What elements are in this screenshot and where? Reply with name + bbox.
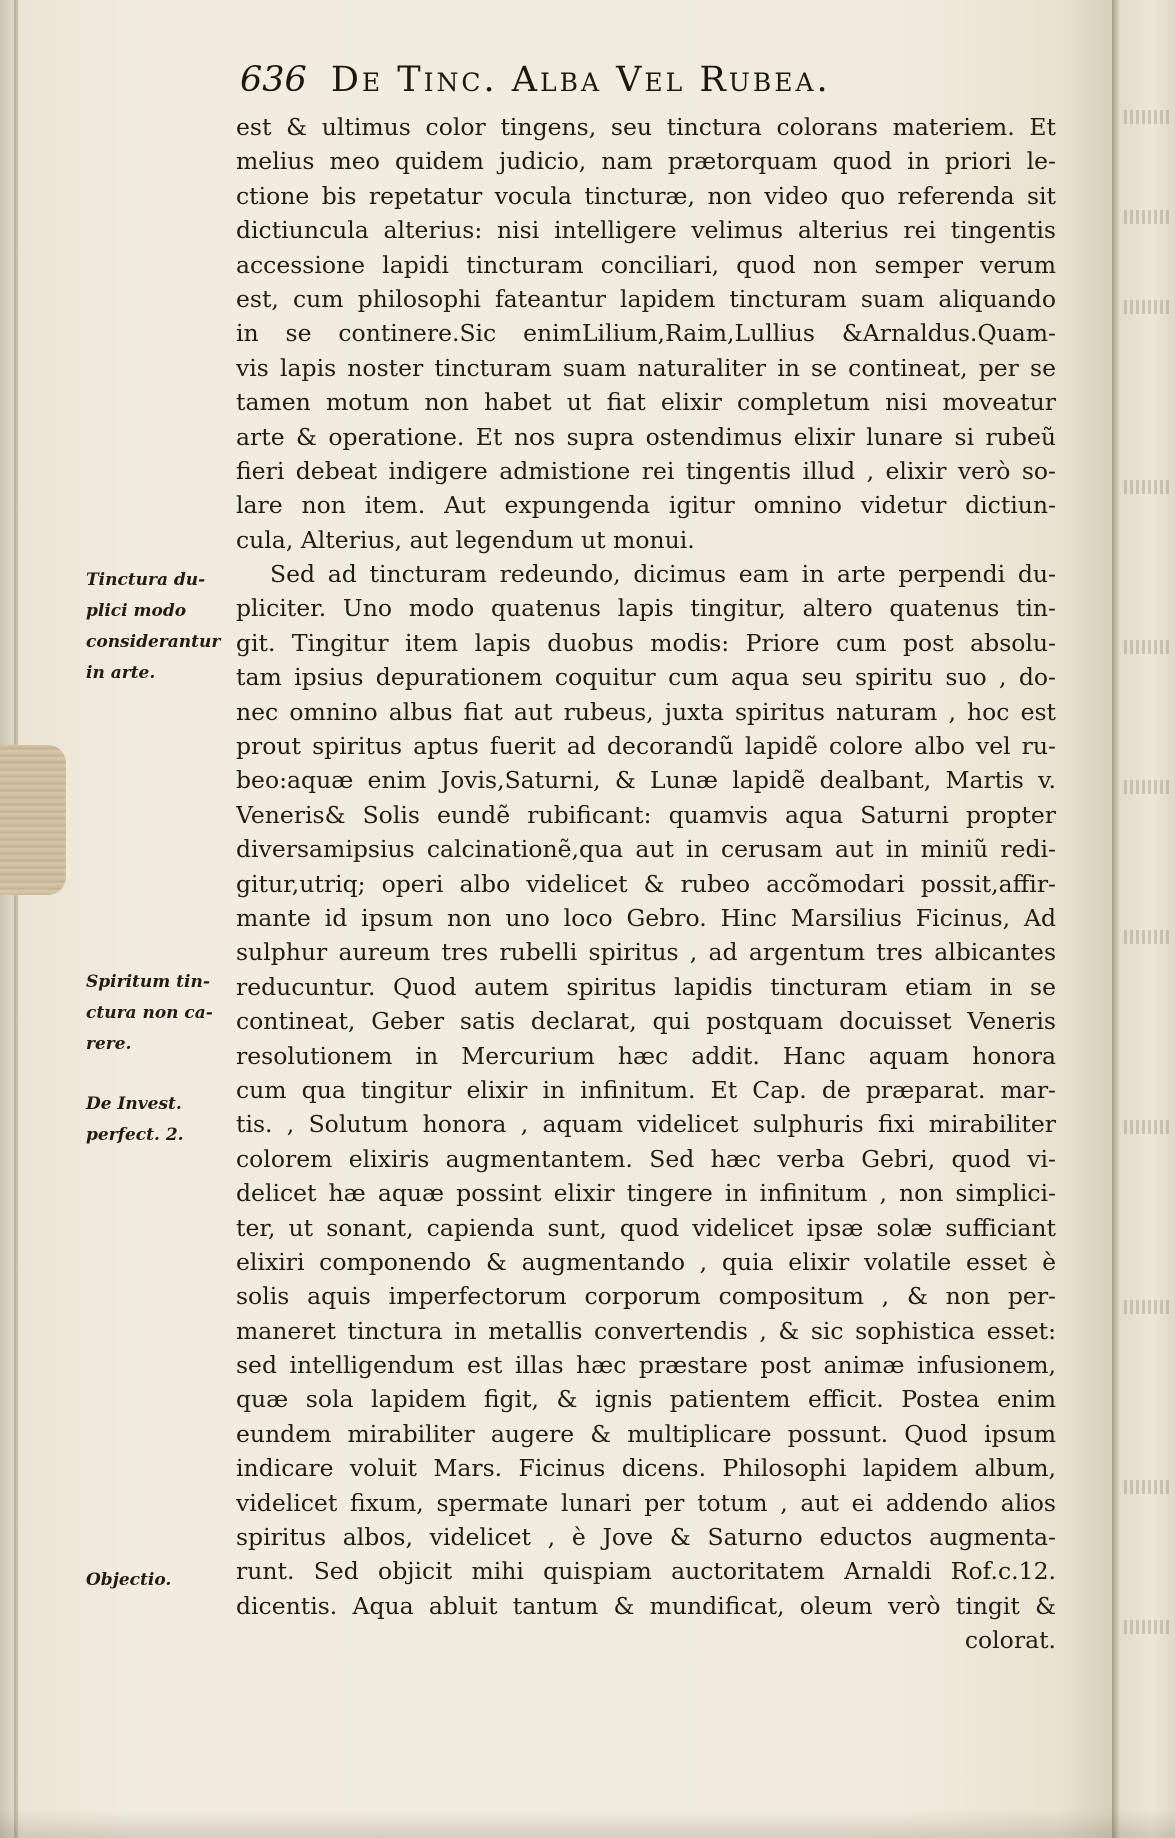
text-line: diversamipsius calcinationẽ,qua aut in cerusam aut in miniũ redi- bbox=[236, 835, 1056, 864]
text-line: elixiri componendo & augmentando , quia elixir volatile esset è bbox=[236, 1247, 1056, 1276]
margin-note-line: Tinctura du- bbox=[86, 570, 206, 590]
text-line: cum qua tingitur elixir in infinitum. Et Cap. de præparat. mar- bbox=[236, 1075, 1056, 1104]
margin-note-line: plici modo bbox=[86, 601, 187, 621]
text-line: accessione lapidi tincturam conciliari, quod non semper verum bbox=[236, 250, 1056, 279]
text-line: cula, Alterius, aut legendum ut monui. bbox=[236, 525, 695, 554]
binding-gutter bbox=[14, 0, 18, 1838]
bleed-through-text bbox=[1124, 110, 1172, 124]
text-line: reducuntur. Quod autem spiritus lapidis tincturam etiam in se bbox=[236, 972, 1056, 1001]
running-title: De Tinc. Alba Vel Rubea. bbox=[330, 60, 831, 100]
text-line: delicet hæ aquæ possint elixir tingere in infinitum , non simplici- bbox=[236, 1179, 1056, 1208]
text-line: runt. Sed objicit mihi quispiam auctoritatem Arnaldi Rof.c.12. bbox=[236, 1557, 1056, 1586]
bleed-through-text bbox=[1124, 1120, 1172, 1134]
margin-note-line: Objectio. bbox=[86, 1570, 172, 1590]
bleed-through-text bbox=[1124, 480, 1172, 494]
text-line: est, cum philosophi fateantur lapidem tincturam suam aliquando bbox=[236, 284, 1056, 313]
text-line: lare non item. Aut expungenda igitur omnino videtur dictiun- bbox=[236, 491, 1056, 520]
text-line: est & ultimus color tingens, seu tinctura colorans materiem. Et bbox=[236, 113, 1056, 141]
text-line: eundem mirabiliter augere & multiplicare possunt. Quod ipsum bbox=[236, 1419, 1056, 1448]
text-line: tam ipsius depurationem coquitur cum aqua seu spiritu suo , do- bbox=[236, 663, 1056, 692]
margin-note-line: rere. bbox=[86, 1034, 132, 1054]
margin-note-line: in arte. bbox=[86, 663, 156, 683]
margin-note-line: ctura non ca- bbox=[86, 1003, 213, 1023]
body-text bbox=[236, 110, 1056, 1658]
margin-note-invest bbox=[86, 1089, 232, 1151]
text-line: Sed ad tincturam redeundo, dicimus eam in arte perpendi du- bbox=[270, 560, 1056, 589]
catchword-line: colorat. bbox=[964, 1626, 1056, 1655]
bleed-through-text bbox=[1124, 1480, 1172, 1494]
text-line: dictiuncula alterius: nisi intelligere velimus alterius rei tingentis bbox=[236, 216, 1056, 245]
text-line: Veneris& Solis eundẽ rubificant: quamvis aqua Saturni propter bbox=[236, 800, 1056, 829]
text-line: prout spiritus aptus fuerit ad decorandũ lapidẽ colore albo vel ru- bbox=[236, 732, 1056, 761]
text-line: vis lapis noster tincturam suam naturaliter in se contineat, per se bbox=[236, 353, 1056, 382]
bleed-through-text bbox=[1124, 1620, 1172, 1634]
text-line: nec omnino albus fiat aut rubeus, juxta spiritus naturam , hoc est bbox=[236, 697, 1056, 726]
margin-note-line: De Invest. bbox=[86, 1094, 182, 1114]
bleed-through-text bbox=[1124, 1300, 1172, 1314]
text-line: gitur,utriq; operi albo videlicet & rubeo accõmodari possit,affir- bbox=[236, 869, 1056, 898]
text-line: spiritus albos, videlicet , è Jove & Saturno eductos augmenta- bbox=[236, 1523, 1056, 1552]
text-line: sulphur aureum tres rubelli spiritus , ad argentum tres albicantes bbox=[236, 938, 1056, 967]
facing-page-edge bbox=[1112, 0, 1175, 1838]
margin-note-line: considerantur bbox=[86, 632, 221, 652]
margin-note-line: Spiritum tin- bbox=[86, 972, 210, 992]
bleed-through-text bbox=[1124, 300, 1172, 314]
page-number: 636 bbox=[240, 60, 307, 100]
margin-note-tinctura bbox=[86, 565, 232, 689]
bleed-through-text bbox=[1124, 210, 1172, 224]
text-line: fieri debeat indigere admistione rei tingentis illud , elixir verò so- bbox=[236, 456, 1056, 485]
page-bottom-shadow bbox=[0, 1810, 1175, 1838]
margin-note-objectio bbox=[86, 1565, 232, 1596]
text-line: pliciter. Uno modo quatenus lapis tingitur, altero quatenus tin- bbox=[236, 594, 1056, 623]
paper-stub bbox=[0, 745, 66, 895]
running-head bbox=[240, 60, 980, 110]
text-line: quæ sola lapidem figit, & ignis patientem efficit. Postea enim bbox=[236, 1385, 1056, 1414]
text-line: sed intelligendum est illas hæc præstare post animæ infusionem, bbox=[236, 1351, 1056, 1380]
text-line: contineat, Geber satis declarat, qui postquam docuisset Veneris bbox=[236, 1007, 1056, 1036]
text-line: resolutionem in Mercurium hæc addit. Hanc aquam honora bbox=[236, 1041, 1056, 1070]
text-line: videlicet fixum, spermate lunari per totum , aut ei addendo alios bbox=[236, 1488, 1056, 1517]
text-line: beo:aquæ enim Jovis,Saturni, & Lunæ lapidẽ dealbant, Martis v. bbox=[236, 766, 1056, 795]
bleed-through-text bbox=[1124, 930, 1172, 944]
text-line: mante id ipsum non uno loco Gebro. Hinc Marsilius Ficinus, Ad bbox=[236, 903, 1056, 932]
text-line: melius meo quidem judicio, nam prætorquam quod in priori le- bbox=[236, 147, 1056, 176]
text-line: solis aquis imperfectorum corporum compositum , & non per- bbox=[236, 1282, 1056, 1311]
text-line: ter, ut sonant, capienda sunt, quod videlicet ipsæ solæ sufficiant bbox=[236, 1213, 1056, 1242]
bleed-through-text bbox=[1124, 640, 1172, 654]
text-line: maneret tinctura in metallis convertendis , & sic sophistica esset: bbox=[236, 1316, 1056, 1345]
text-line: tis. , Solutum honora , aquam videlicet sulphuris fixi mirabiliter bbox=[236, 1110, 1056, 1139]
text-line: colorem elixiris augmentantem. Sed hæc verba Gebri, quod vi- bbox=[236, 1144, 1056, 1173]
text-line: dicentis. Aqua abluit tantum & mundificat, oleum verò tingit & bbox=[236, 1591, 1056, 1620]
text-line: arte & operatione. Et nos supra ostendimus elixir lunare si rubeũ bbox=[236, 422, 1056, 451]
text-line: indicare voluit Mars. Ficinus dicens. Philosophi lapidem album, bbox=[236, 1454, 1056, 1483]
text-line: in se continere.Sic enimLilium,Raim,Lullius &Arnaldus.Quam- bbox=[236, 319, 1056, 348]
margin-note-line: perfect. 2. bbox=[86, 1125, 184, 1145]
bleed-through-text bbox=[1124, 780, 1172, 794]
text-line: tamen motum non habet ut fiat elixir completum nisi moveatur bbox=[236, 388, 1056, 417]
margin-note-spiritum bbox=[86, 967, 232, 1060]
text-line: git. Tingitur item lapis duobus modis: Priore cum post absolu- bbox=[236, 628, 1056, 657]
text-line: ctione bis repetatur vocula tincturæ, non video quo referenda sit bbox=[236, 181, 1056, 210]
